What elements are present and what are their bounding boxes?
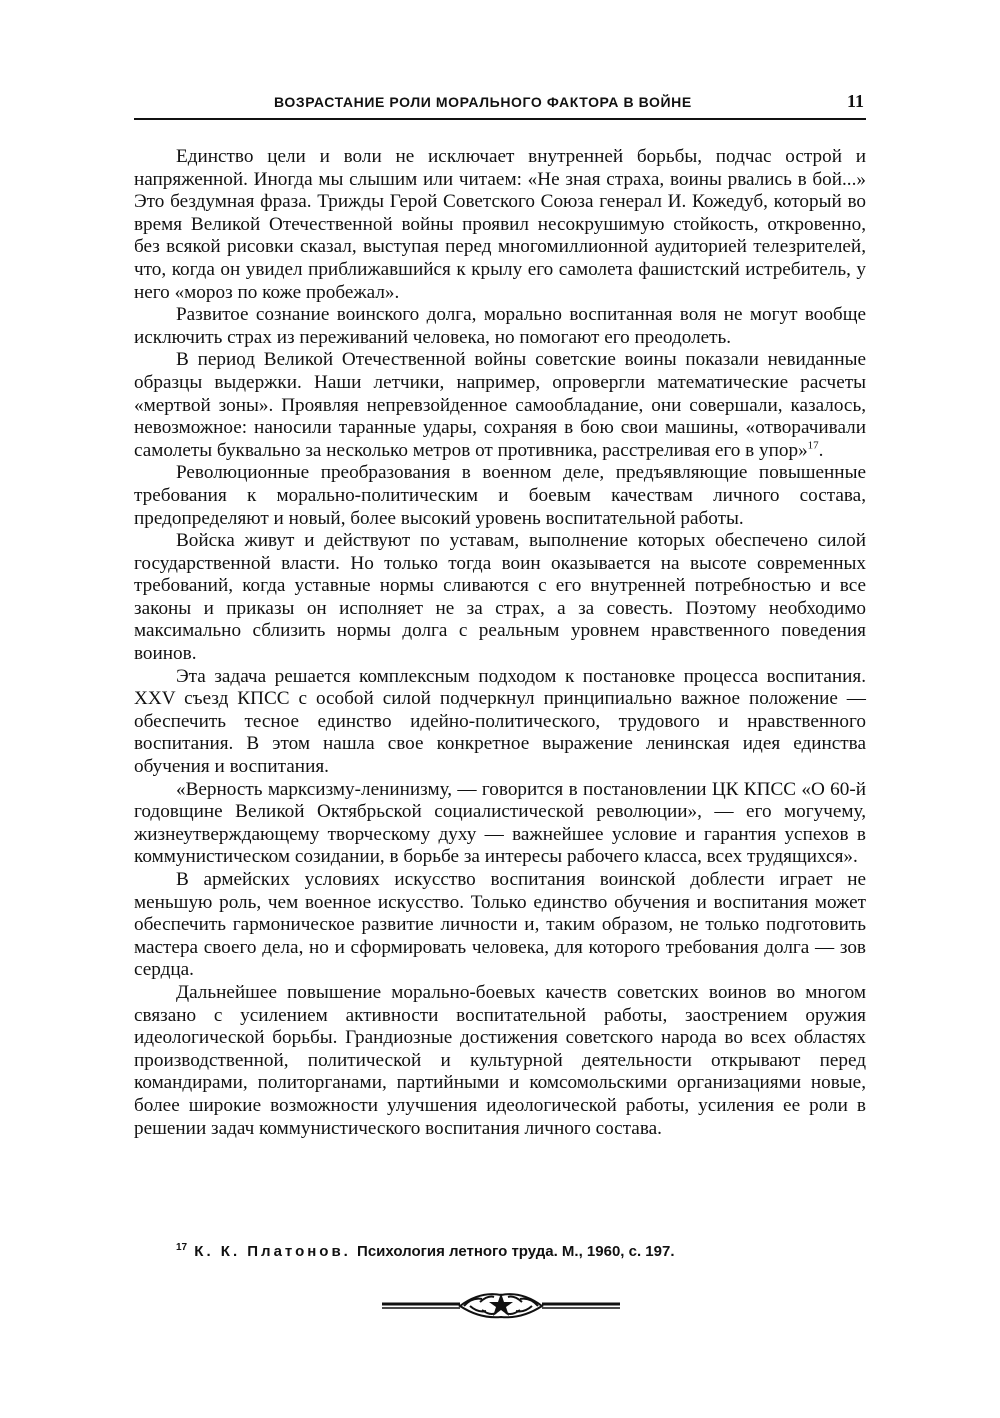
paragraph: Революционные преобразования в военном деле, предъявляющие повышенные требования к морально-политическим и боевым качествам личного состава, предопределяют и новый, более высокий уровень воспитательной работы.	[134, 462, 866, 529]
footnote-number: 17	[176, 1242, 188, 1253]
paragraph: Эта задача решается комплексным подходом к постановке процесса воспитания. XXV съезд КПСС с особой силой подчеркнул принципиально важное положение — обеспечить тесное единство идейно-политического, трудового и нравственного воспитания. В этом нашла свое конкретное выражение ленинская идея единства обучения и воспитания.	[134, 665, 866, 778]
main-text	[134, 146, 866, 1140]
paragraph: Дальнейшее повышение морально-боевых качеств советских воинов во многом связано с усилением активности воспитательной работы, заострением оружия идеологической борьбы. Грандиозные достижения советского народа во всех областях производственной, политической и культурной деятельности открывают перед командирами, политорганами, партийными и комсомольскими организациями новые, более широкие возможности улучшения идеологической работы, усиления ее роли в решении задач коммунистического воспитания личного состава.	[134, 981, 866, 1139]
laurel-star-ornament-icon	[380, 1285, 622, 1325]
paragraph: Развитое сознание воинского долга, морально воспитанная воля не могут вообще исключить страх из переживаний человека, но помогают его преодолеть.	[134, 304, 866, 348]
paragraph-text: В период Великой Отечественной войны советские воины показали невиданные образцы выдержки. Наши летчики, например, опровергли математические расчеты «мертвой зоны». Проявляя непревзойденное самообладание, они совершали, казалось, невозможное: наносили таранные удары, сохраняя в бою свои машины, «отворачивали самолеты буквально за несколько метров от противника, расстреливая его в упор»	[134, 349, 866, 461]
paragraph: В период Великой Отечественной войны советские воины показали невиданные образцы выдержки. Наши летчики, например, опровергли математические расчеты «мертвой зоны». Проявляя непревзойденное самообладание, они совершали, казалось, невозможное: наносили таранные удары, сохраняя в бою свои машины, «отворачивали самолеты буквально за несколько метров от противника, расстреливая его в упор»$^{17}$.	[134, 349, 866, 461]
paragraph: «Верность марксизму-ленинизму, — говорится в постановлении ЦК КПСС «О 60-й годовщине Великой Октябрьской социалистической революции», — его могучему, жизнеутверждающему творческому духу — важнейшее условие и гарантия успехов в коммунистическом созидании, в борьбе за интересы рабочего класса, всех трудящихся».	[134, 778, 866, 868]
paragraph: Единство цели и воли не исключает внутренней борьбы, подчас острой и напряженной. Иногда мы слышим или читаем: «Не зная страха, воины рвались в бой...» Это бездумная фраза. Трижды Герой Советского Союза генерал И. Кожедуб, который во время Великой Отечественной войны проявил несокрушимую стойкость, откровенно, без всякой рисовки сказал, выступая перед многомиллионной аудиторией телезрителей, что, когда он увидел приближавшийся к крылу его самолета фашистский истребитель, у него «мороз по коже пробежал».	[134, 146, 866, 303]
running-title: ВОЗРАСТАНИЕ РОЛИ МОРАЛЬНОГО ФАКТОРА В ВОЙНЕ	[274, 94, 692, 110]
footnote	[176, 1243, 866, 1260]
page-number: 11	[846, 91, 864, 111]
footnote-author: К. К. Платонов.	[194, 1243, 351, 1260]
paragraph: Войска живут и действуют по уставам, выполнение которых обеспечено силой государственной власти. Но только тогда воин оказывается на высоте современных требований, когда уставные нормы сливаются с его внутренней потребностью и все законы и приказы он исполняет не за страх, а за совесть. Поэтому необходимо максимально сблизить нормы долга с реальным уровнем нравственного поведения воинов.	[134, 530, 866, 665]
footnote-citation: Психология летного труда. М., 1960, с. 197.	[357, 1243, 675, 1260]
running-header	[134, 90, 866, 120]
paragraph: В армейских условиях искусство воспитания воинской доблести играет не меньшую роль, чем военное искусство. Только единство обучения и воспитания может обеспечить гармоническое развитие личности и, таким образом, не только подготовить мастера своего дела, но и сформировать человека, для которого требования долга — зов сердца.	[134, 869, 866, 981]
footnote-reference: 17	[807, 439, 819, 452]
